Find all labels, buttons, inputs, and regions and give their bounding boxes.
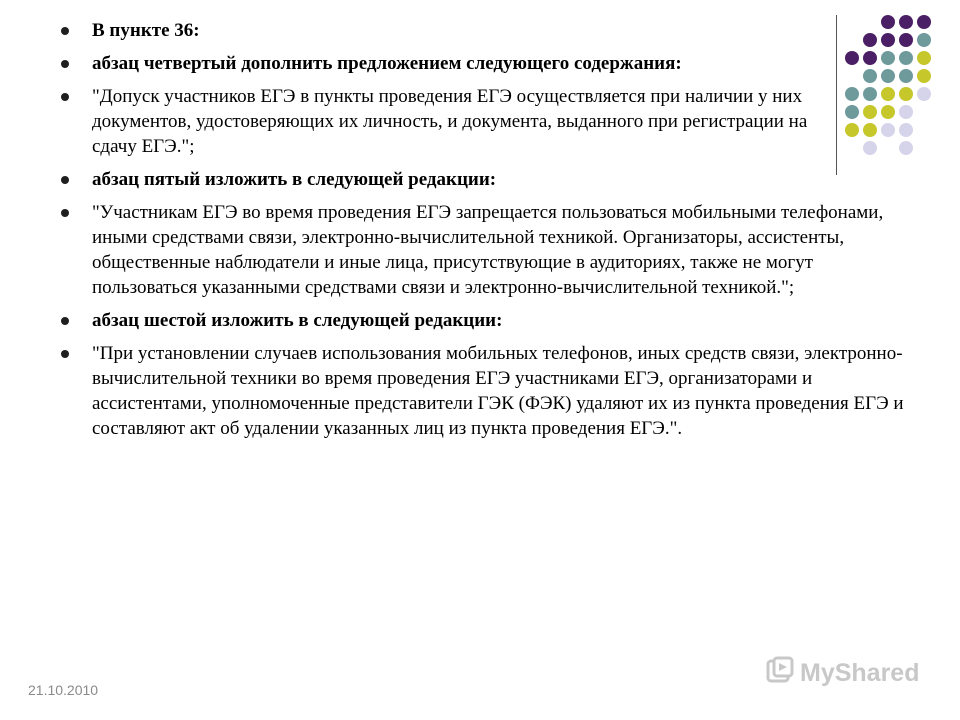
bullet-list — [52, 18, 912, 449]
bullet-item — [52, 341, 922, 441]
decor-dot — [845, 51, 859, 65]
slide-date: 21.10.2010 — [28, 682, 99, 698]
decor-dot — [881, 33, 895, 47]
decor-dot — [863, 105, 877, 119]
bullet-icon — [61, 27, 69, 35]
bullet-icon — [61, 93, 69, 101]
decor-dot — [881, 15, 895, 29]
bullet-text: "Участникам ЕГЭ во время проведения ЕГЭ запрещается пользоваться мобильными телефонами, иными средствами связи, электронно-вычислительной техникой. Организаторы, ассистенты, общественные наблюдатели и иные лица, присутствующие в аудиториях, также не могут пользоваться указанными средствами связи и электронно-вычислительной техникой."; — [92, 202, 884, 298]
decor-dot — [863, 141, 877, 155]
bullet-icon — [61, 209, 69, 217]
decor-dot — [917, 69, 931, 83]
bullet-icon — [61, 176, 69, 184]
bullet-item — [52, 51, 872, 76]
decor-dot — [899, 87, 913, 101]
decor-dot — [899, 33, 913, 47]
bullet-icon — [61, 317, 69, 325]
decor-dot-grid — [840, 10, 960, 170]
decor-dot — [917, 15, 931, 29]
decor-dot — [881, 105, 895, 119]
decor-dot — [863, 69, 877, 83]
bullet-item — [52, 200, 912, 300]
bullet-icon — [61, 60, 69, 68]
logo-text: MyShared — [800, 659, 920, 687]
decor-dot — [863, 33, 877, 47]
decor-dot — [881, 69, 895, 83]
bullet-item — [52, 167, 912, 192]
bullet-icon — [61, 350, 69, 358]
decor-dot — [845, 105, 859, 119]
decor-dot — [863, 87, 877, 101]
decor-dot — [863, 51, 877, 65]
logo-icon — [768, 658, 792, 681]
decor-dot — [845, 87, 859, 101]
decor-dot — [899, 141, 913, 155]
decor-dot — [863, 123, 877, 137]
decor-dot — [899, 105, 913, 119]
bullet-item — [52, 84, 852, 159]
decor-dot — [881, 123, 895, 137]
decor-dot — [899, 69, 913, 83]
bullet-item — [52, 308, 912, 333]
decor-dot — [917, 51, 931, 65]
decor-dot — [881, 51, 895, 65]
decor-dot — [917, 87, 931, 101]
bullet-text: "Допуск участников ЕГЭ в пункты проведения ЕГЭ осуществляется при наличии у них документов, удостоверяющих их личность, и документа, выданного при регистрации на сдачу ЕГЭ."; — [92, 86, 808, 157]
decor-dot — [899, 15, 913, 29]
decor-divider — [836, 15, 837, 175]
decor-dot — [917, 33, 931, 47]
decor-dot — [899, 123, 913, 137]
decor-dot — [881, 87, 895, 101]
bullet-text: абзац пятый изложить в следующей редакции: — [92, 169, 497, 190]
bullet-text: абзац шестой изложить в следующей редакции: — [92, 310, 503, 331]
decor-dot — [845, 123, 859, 137]
decor-dot — [899, 51, 913, 65]
bullet-text: абзац четвертый дополнить предложением следующего содержания: — [92, 53, 682, 74]
myshared-logo — [766, 656, 926, 688]
bullet-text: В пункте 36: — [92, 20, 200, 41]
bullet-text: "При установлении случаев использования мобильных телефонов, иных средств связи, электронно-вычислительной техники во время проведения ЕГЭ участниками ЕГЭ, организаторами и ассистентами, уполномоченные представители ГЭК (ФЭК) удаляют их из пункта проведения ЕГЭ и составляют акт об удалении указанных лиц из пункта проведения ЕГЭ.". — [92, 343, 904, 439]
bullet-item — [52, 18, 912, 43]
